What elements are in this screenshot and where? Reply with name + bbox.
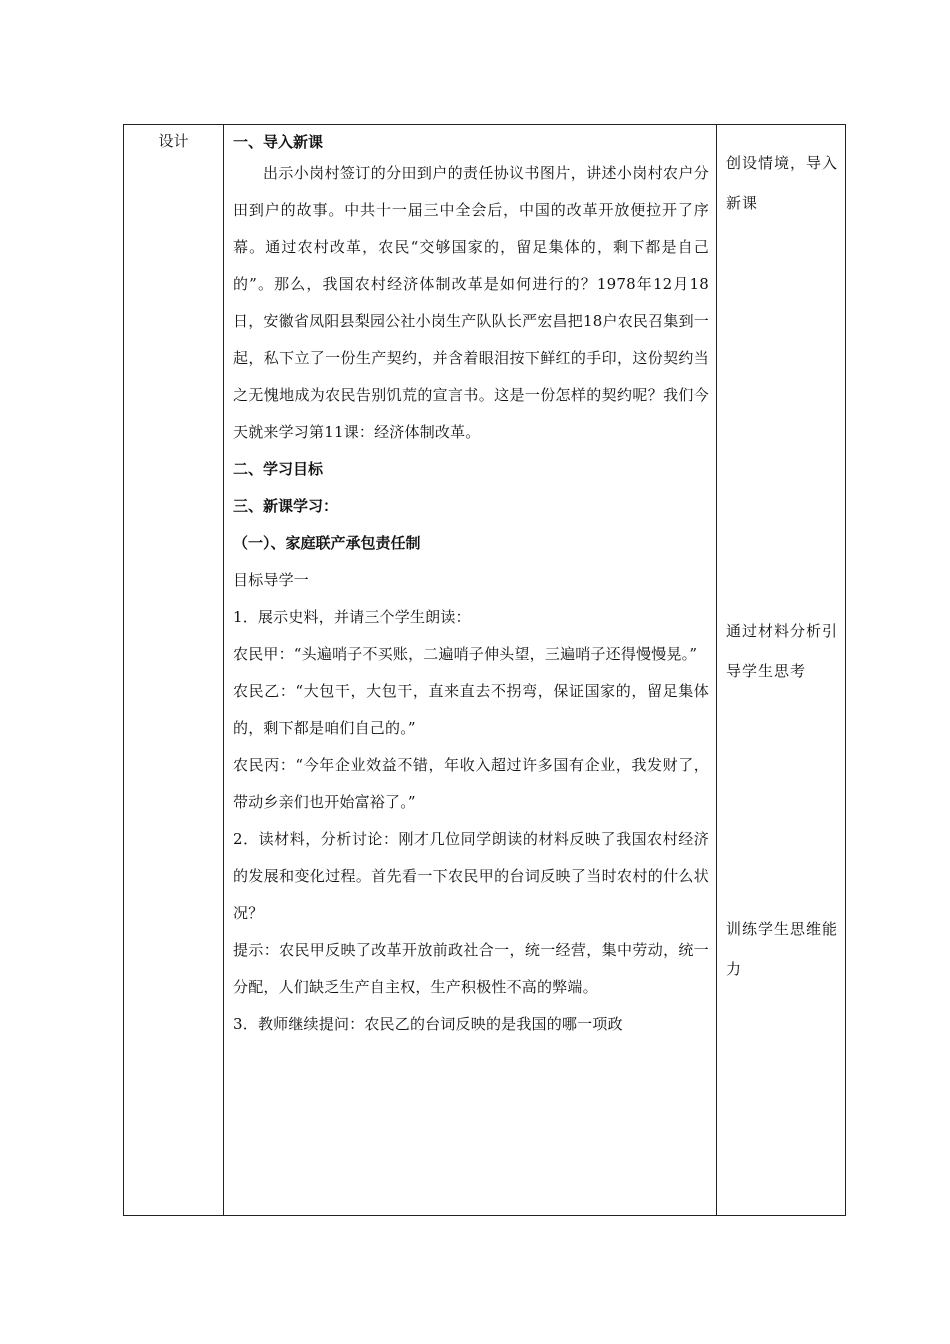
row-label: 设计: [158, 132, 189, 150]
step-3: 3．教师继续提问：农民乙的台词反映的是我国的哪一项政: [233, 1015, 623, 1033]
table-row: [124, 125, 846, 1216]
step-1: 1．展示史料，并请三个学生朗读：: [233, 608, 471, 626]
new-lesson-heading: 三、新课学习：: [233, 497, 339, 515]
lesson-plan-table: [123, 124, 846, 1216]
intro-paragraph: 出示小岗村签订的分田到户的责任协议书图片，讲述小岗村农户分田到户的故事。中共十一届三中全会后，中国的改革开放便拉开了序幕。通过农村改革，农民“交够国家的，留足集体的，剩下都是自己的”。那么，我国农村经济体制改革是如何进行的？1978年12月18日，安徽省凤阳县梨园公社小岗生产队队长严宏昌把18户农民召集到一起，私下立了一份生产契约，并含着眼泪按下鲜红的手印，这份契约当之无愧地成为农民告别饥荒的宣言书。这是一份怎样的契约呢？我们今天就来学习第11课：经济体制改革。: [233, 164, 709, 441]
intro-heading: 一、导入新课: [233, 133, 324, 151]
notes-cell: [717, 125, 846, 1216]
label-cell: [124, 125, 224, 1216]
note-situation: 创设情境，导入新课: [726, 154, 839, 212]
note-material-analysis: 通过材料分析引导学生思考: [726, 622, 839, 680]
content-cell: [224, 125, 717, 1216]
guide-label: 目标导学一: [233, 571, 310, 589]
farmer-c-quote: 农民丙：“今年企业效益不错，年收入超过许多国有企业，我发财了，带动乡亲们也开始富裕了。”: [233, 756, 709, 811]
sub-heading: （一）、家庭联产承包责任制: [233, 534, 421, 552]
goals-heading: 二、学习目标: [233, 460, 324, 478]
farmer-b-quote: 农民乙：“大包干，大包干，直来直去不拐弯，保证国家的，留足集体的，剩下都是咱们自己的。”: [233, 682, 709, 737]
hint-text: 提示：农民甲反映了改革开放前政社合一，统一经营，集中劳动，统一分配，人们缺乏生产自主权，生产积极性不高的弊端。: [233, 941, 709, 996]
note-thinking: 训练学生思维能力: [726, 920, 839, 978]
step-2: 2．读材料，分析讨论：刚才几位同学朗读的材料反映了我国农村经济的发展和变化过程。首先看一下农民甲的台词反映了当时农村的什么状况？: [233, 830, 709, 922]
farmer-a-quote: 农民甲：“头遍哨子不买账，二遍哨子伸头望，三遍哨子还得慢慢晃。”: [233, 645, 698, 663]
